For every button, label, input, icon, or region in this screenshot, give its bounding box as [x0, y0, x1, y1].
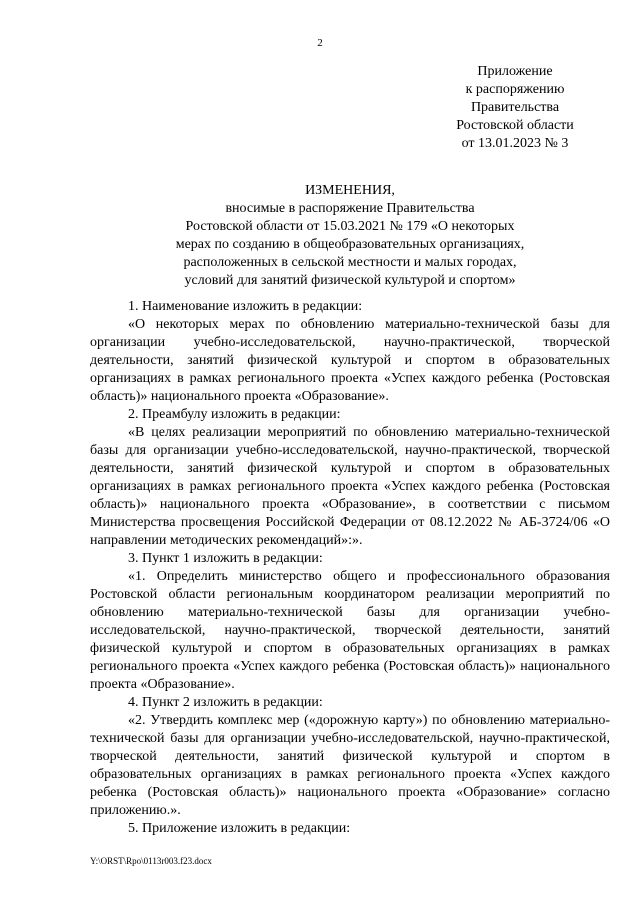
paragraph: 5. Приложение изложить в редакции:	[128, 821, 351, 836]
appendix-line: Приложение	[477, 64, 553, 79]
title-line: условий для занятий физической культурой и спортом»	[184, 273, 516, 288]
title-line: Ростовской области от 15.03.2021 № 179 «О некоторых	[185, 219, 515, 234]
appendix-line: от 13.01.2023 № 3	[461, 136, 569, 151]
paragraph: 3. Пункт 1 изложить в редакции:	[128, 551, 323, 566]
paragraph: «1. Определить министерство общего и профессионального образования Ростовской области региональным координатором реализации мероприятий по обновлению материально-технической базы для организации учебно-исследовательской, научно-практической, творческой деятельности, занятий физической культурой и спортом в образовательных организациях в рамках регионального проекта «Успех каждого ребенка (Ростовская область)» национального проекта «Образование».	[90, 569, 610, 692]
paragraph: «В целях реализации мероприятий по обновлению материально-технической базы для организации учебно-исследовательской, научно-практической, творческой деятельности, занятий физической культурой и спортом в образовательных организациях в рамках регионального проекта «Успех каждого ребенка (Ростовская область)» национального проекта «Образование», в соответствии с письмом Министерства просвещения Российской Федерации от 08.12.2022 № АБ-3724/06 «О направлении методических рекомендаций»:».	[90, 425, 610, 548]
document-title	[90, 182, 610, 290]
appendix-line: Ростовской области	[456, 118, 574, 133]
paragraph: «О некоторых мерах по обновлению материально-технической базы для организации учебно-исследовательской, научно-практической, творческой деятельности, занятий физической культурой и спортом в образовательных организациях в рамках регионального проекта «Успех каждого ребенка (Ростовская область)» национального проекта «Образование».	[90, 317, 610, 404]
paragraph: «2. Утвердить комплекс мер («дорожную карту») по обновлению материально-технической базы для организации учебно-исследовательской, научно-практической, творческой деятельности, занятий физической культурой и спортом в образовательных организациях в рамках регионального проекта «Успех каждого ребенка (Ростовская область)» национального проекта «Образование» согласно приложению.».	[90, 713, 610, 818]
title-line: вносимые в распоряжение Правительства	[225, 201, 475, 216]
appendix-line: к распоряжению	[465, 82, 565, 97]
title-line: мерах по созданию в общеобразовательных организациях,	[175, 237, 525, 252]
appendix-line: Правительства	[470, 100, 560, 115]
footer-file-path: Y:\ORST\Rpo\0113r003.f23.docx	[90, 856, 212, 866]
appendix-header	[430, 63, 600, 153]
paragraph: 1. Наименование изложить в редакции:	[128, 299, 363, 314]
title-line: расположенных в сельской местности и малых городах,	[183, 255, 517, 270]
paragraph: 4. Пункт 2 изложить в редакции:	[128, 695, 323, 710]
paragraph: 2. Преамбулу изложить в редакции:	[128, 407, 341, 422]
page-number: 2	[317, 37, 323, 49]
document-body	[90, 298, 610, 838]
title-heading: ИЗМЕНЕНИЯ,	[305, 183, 395, 198]
